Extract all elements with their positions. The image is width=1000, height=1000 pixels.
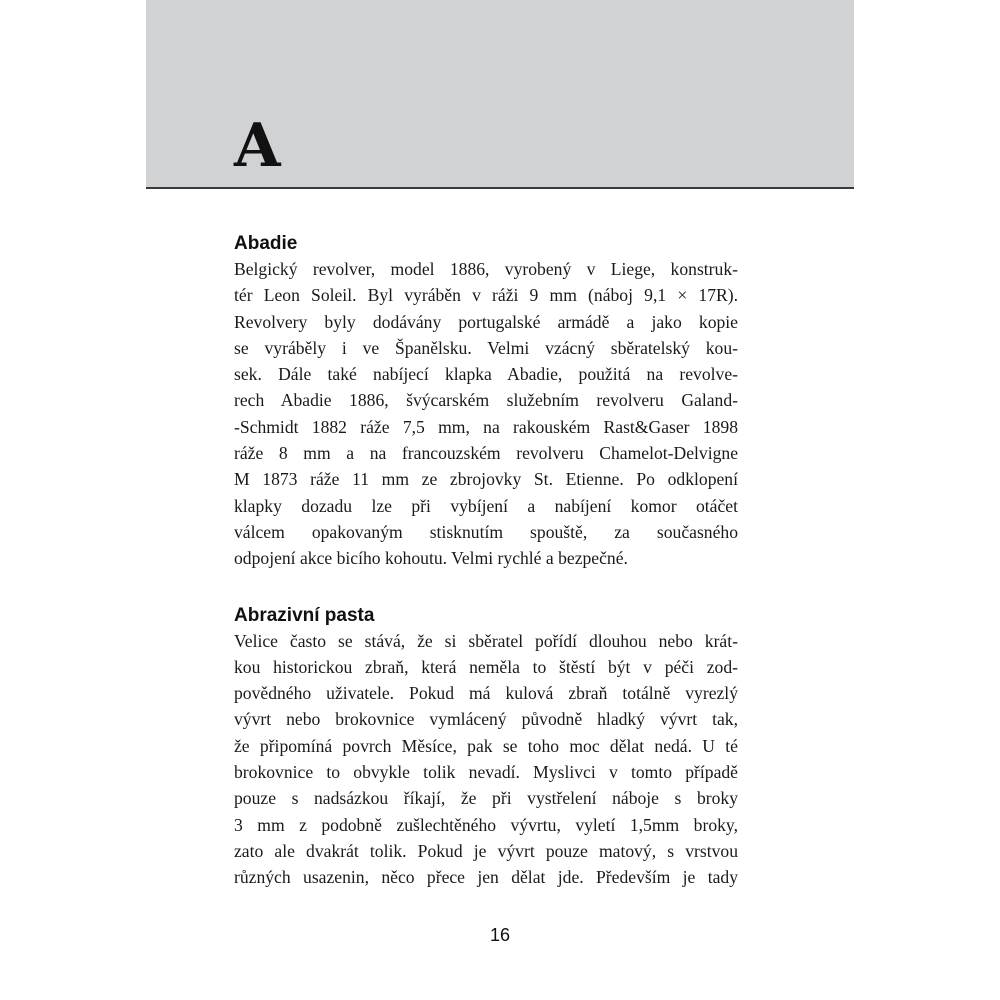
text-line: sek. Dále také nabíjecí klapka Abadie, použitá na revolve- [234,364,738,385]
text-line: válcem opakovaným stisknutím spouště, za současného [234,521,738,542]
entry-body [234,256,738,572]
text-line: vývrt nebo brokovnice vymlácený původně hladký vývrt tak, [234,709,738,730]
text-line: povědného uživatele. Pokud má kulová zbraň totálně vyrezlý [234,683,738,704]
text-line: pouze s nadsázkou říkají, že při vystřelení náboje s broky [234,788,738,809]
text-line: tér Leon Soleil. Byl vyráběn v ráži 9 mm (náboj 9,1 × 17R). [234,285,738,306]
text-line: zato ale dvakrát tolik. Pokud je vývrt pouze matový, s vrstvou [234,840,738,861]
entry-title: Abrazivní pasta [234,604,375,626]
entry-abadie [234,232,738,572]
text-line: 3 mm z podobně zušlechtěného vývrtu, vyletí 1,5mm broky, [234,814,738,835]
entry-title: Abadie [234,233,298,254]
text-line: ráže 8 mm a na francouzském revolveru Chamelot-Delvigne [234,443,738,464]
text-line: M 1873 ráže 11 mm ze zbrojovky St. Etienne. Po odklopení [234,469,738,490]
text-line: klapky dozadu lze při vybíjení a nabíjení komor otáčet [234,495,738,516]
entry-abrazivni-pasta [234,604,738,891]
text-line: různých usazenin, něco přece jen dělat jde. Především je tady [234,867,738,888]
text-line: rech Abadie 1886, švýcarském služebním revolveru Galand- [234,390,738,411]
text-line: brokovnice to obvykle tolik nevadí. Myslivci v tomto případě [234,762,738,783]
text-line: odpojení akce bicího kohoutu. Velmi rychlé a bezpečné. [234,548,628,569]
text-line: Velice často se stává, že si sběratel pořídí dlouhou nebo krát- [234,630,738,651]
section-header-band [146,0,854,189]
text-line: Belgický revolver, model 1886, vyrobený v Liege, konstruk- [234,259,738,279]
text-line: kou historickou zbraň, která neměla to štěstí být v péči zod- [234,656,738,677]
text-line: že připomíná povrch Měsíce, pak se toho moc dělat nedá. U té [234,735,738,756]
entry-body [234,628,738,891]
page-number: 16 [489,925,511,945]
text-line: se vyráběly i ve Španělsku. Velmi vzácný sběratelský kou- [234,337,738,358]
page-content [234,232,738,923]
section-letter: A [234,111,281,181]
text-line: -Schmidt 1882 ráže 7,5 mm, na rakouském Rast&Gaser 1898 [234,416,738,437]
text-line: Revolvery byly dodávány portugalské armádě a jako kopie [234,311,738,332]
